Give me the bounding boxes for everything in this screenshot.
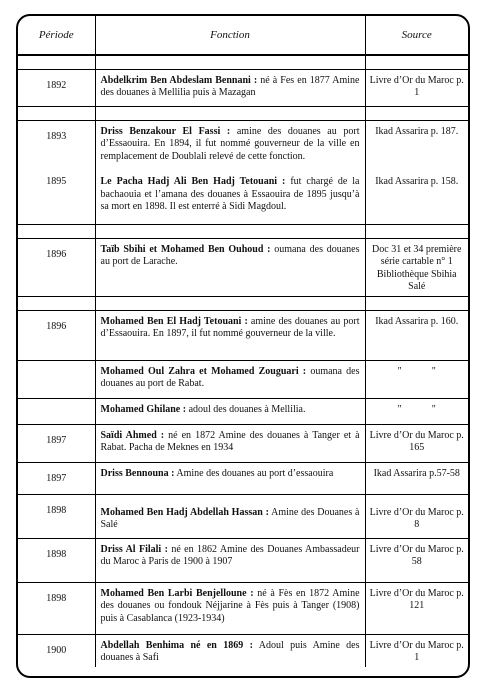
table-row (18, 582, 468, 634)
function-cell (95, 398, 365, 424)
source-cell: " " (365, 360, 468, 398)
period-cell: 1898 (18, 538, 95, 582)
function-cell (95, 310, 365, 360)
source-cell: Ikad Assarira p. 160. (365, 310, 468, 360)
function-description: né à Fes en 1877 Amine des douanes à Mellilia puis à Mazagan (100, 74, 360, 98)
period-cell (18, 398, 95, 424)
table-row (18, 360, 468, 398)
function-description: oumana des douanes au port de Larache. (100, 243, 360, 267)
function-cell (95, 582, 365, 634)
spacer-row (18, 55, 468, 69)
person-name: Saïdi Ahmed : (100, 429, 165, 441)
table-row (18, 69, 468, 106)
source-cell: " " (365, 398, 468, 424)
person-name: Le Pacha Hadj Ali Ben Hadj Tetouani : (100, 176, 286, 187)
function-cell (95, 360, 365, 398)
spacer-row (18, 296, 468, 310)
function-description: Adoul puis Amine des douanes à Safi (100, 639, 360, 663)
table-row (18, 310, 468, 360)
period-cell: 1892 (18, 69, 95, 106)
table-row (18, 462, 468, 494)
function-description: adoul des douanes à Mellilia. (186, 403, 306, 415)
period-cell: 1897 (18, 424, 95, 462)
source-cell: Ikad Assarira p. 158. (365, 176, 468, 224)
person-name: Abdelkrim Ben Abdeslam Bennani : (100, 74, 258, 86)
source-cell: Livre d’Or du Maroc p. 1 (365, 69, 468, 106)
function-description: né à Fès en 1872 Amine des douanes ou fondouk Néjjarine à Fès puis à Tanger (1908) puis à Casablanca (1923-1934) (100, 587, 360, 624)
period-cell: 1896 (18, 238, 95, 296)
person-name: Mohamed Oul Zahra et Mohamed Zouguari : (100, 365, 307, 377)
person-name: Taïb Sbihi et Mohamed Ben Ouhoud : (100, 243, 271, 255)
period-cell: 1896 (18, 310, 95, 360)
function-cell (95, 424, 365, 462)
header-fonction: Fonction (95, 16, 365, 55)
function-description: né en 1862 Amine des Douanes Ambassadeur du Maroc à Paris de 1900 à 1907 (100, 543, 360, 567)
period-cell: 1895 (18, 176, 95, 224)
header-row (18, 16, 468, 55)
source-cell: Ikad Assarira p.57-58 (365, 462, 468, 494)
table-row (18, 424, 468, 462)
table-row (18, 538, 468, 582)
person-name: Abdellah Benhima né en 1869 : (100, 639, 253, 651)
source-cell: Livre d’Or du Maroc p. 8 (365, 494, 468, 538)
function-description: né en 1872 Amine des douanes à Tanger et à Rabat. Pacha de Meknes en 1934 (100, 429, 360, 453)
period-cell: 1898 (18, 494, 95, 538)
function-description: oumana des douanes au port de Rabat. (100, 365, 360, 389)
table-row (18, 494, 468, 538)
period-cell: 1897 (18, 462, 95, 494)
function-cell (95, 634, 365, 667)
function-cell (95, 120, 365, 176)
source-cell: Livre d’Or du Maroc p. 165 (365, 424, 468, 462)
person-name: Driss Bennouna : (100, 467, 175, 479)
period-cell: 1898 (18, 582, 95, 634)
table-row (18, 634, 468, 667)
source-cell: Livre d’Or du Maroc p. 58 (365, 538, 468, 582)
function-description: Amine des douanes au port d’essaouira (174, 467, 334, 479)
header-source: Source (365, 16, 468, 55)
source-cell: Ikad Assarira p. 187. (365, 120, 468, 176)
period-cell: 1893 (18, 120, 95, 176)
person-name: Driss Al Filali : (100, 543, 168, 555)
customs-officials-table (18, 16, 468, 667)
person-name: Mohamed Ghilane : (100, 403, 187, 415)
person-name: Mohamed Ben Larbi Benjelloune : (100, 587, 254, 599)
function-cell (95, 538, 365, 582)
person-name: Mohamed Ben Hadj Abdellah Hassan : (100, 506, 269, 518)
table-row (18, 398, 468, 424)
header-periode: Période (18, 16, 95, 55)
table-row (18, 176, 468, 224)
person-name: Driss Benzakour El Fassi : (100, 125, 231, 137)
function-description: Amine des Douanes à Salé (100, 506, 360, 530)
spacer-row (18, 224, 468, 238)
function-cell (95, 238, 365, 296)
function-description: amine des douanes au port d’Essaouira. En 1894, il fut nommé gouverneur de la ville en remplacement de Doublali relevé de cette fonction. (100, 125, 360, 162)
function-description: amine des douanes au port d’Essaouira. En 1897, il fut nommé gouverneur de la ville. (100, 315, 360, 339)
function-description: fut chargé de la bachaouia et l’amana des douanes à Essaouira de 1895 jusqu’à sa mort en 1898. Il est enterré à Sidi Magdoul. (100, 176, 360, 212)
source-cell: Livre d’Or du Maroc p. 121 (365, 582, 468, 634)
source-cell: Doc 31 et 34 première série cartable n° 1 Bibliothèque Sbihia Salé (365, 238, 468, 296)
table-row (18, 238, 468, 296)
table-row (18, 120, 468, 176)
function-cell (95, 494, 365, 538)
function-cell (95, 69, 365, 106)
spacer-row (18, 106, 468, 120)
function-cell (95, 176, 365, 224)
table-frame (16, 14, 470, 678)
source-cell: Livre d’Or du Maroc p. 1 (365, 634, 468, 667)
function-cell (95, 462, 365, 494)
person-name: Mohamed Ben El Hadj Tetouani : (100, 315, 248, 327)
period-cell: 1900 (18, 634, 95, 667)
period-cell (18, 360, 95, 398)
